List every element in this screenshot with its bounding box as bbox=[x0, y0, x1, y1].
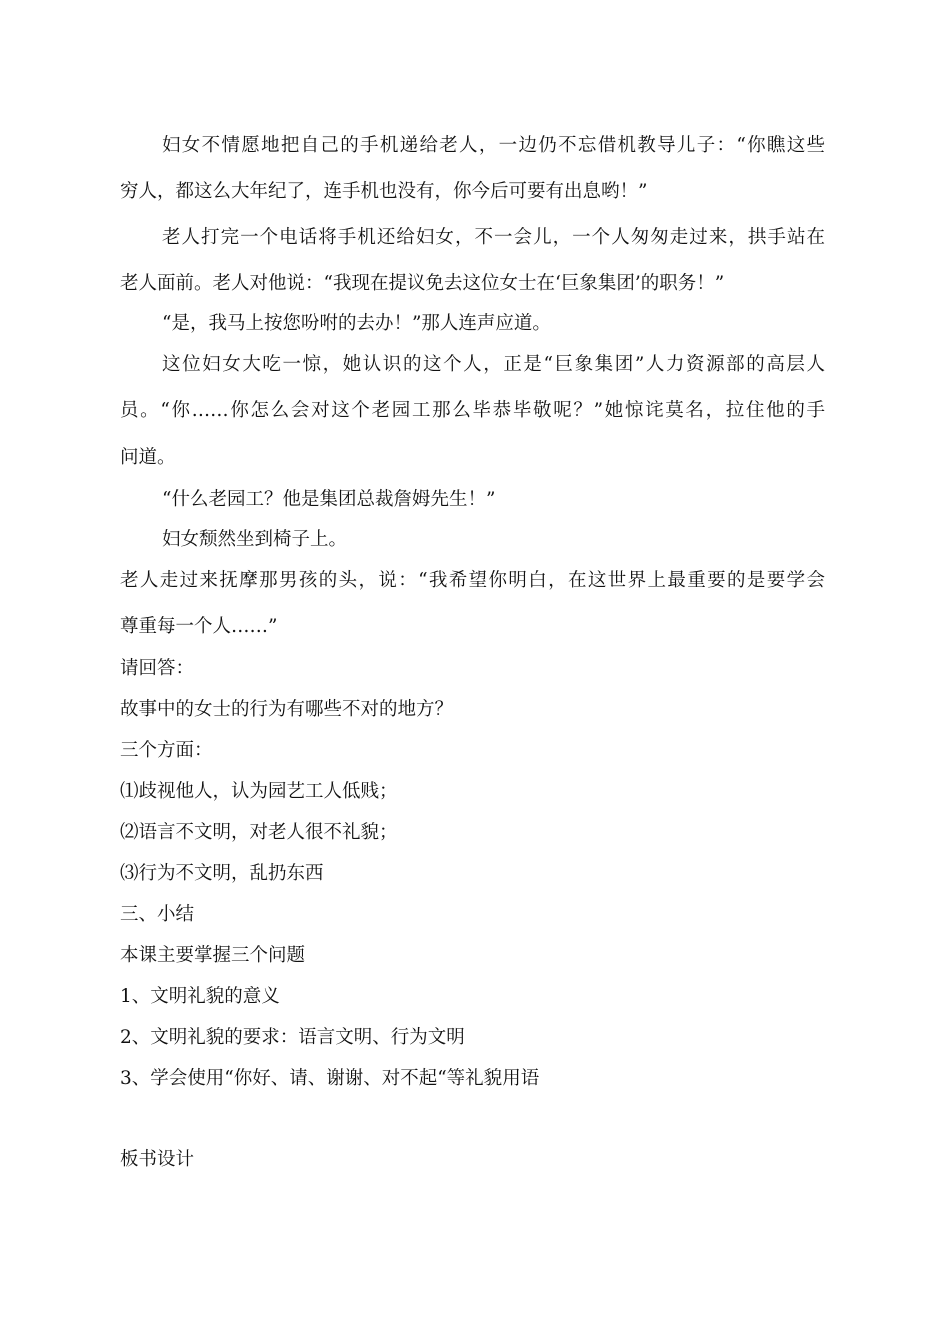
story-paragraph-4-line-1: 这位妇女大吃一惊，她认识的这个人，正是“巨象集团”人力资源部的高层人 bbox=[162, 354, 825, 375]
answer-intro: 三个方面： bbox=[120, 740, 213, 761]
summary-point-3: 3、学会使用“你好、请、谢谢、对不起“等礼貌用语 bbox=[120, 1068, 540, 1089]
answer-item-1: ⑴歧视他人，认为园艺工人低贱； bbox=[120, 781, 398, 802]
answer-item-3: ⑶行为不文明，乱扔东西 bbox=[120, 863, 324, 884]
story-paragraph-2-line-2: 老人面前。老人对他说：“我现在提议免去这位女士在‘巨象集团’的职务！” bbox=[120, 273, 725, 294]
story-paragraph-5: “什么老园工？他是集团总裁詹姆先生！” bbox=[162, 489, 496, 510]
summary-intro: 本课主要掌握三个问题 bbox=[120, 945, 306, 966]
story-paragraph-4-line-2: 员。“你……你怎么会对这个老园工那么毕恭毕敬呢？”她惊诧莫名，拉住他的手 bbox=[120, 400, 825, 421]
story-paragraph-2-line-1: 老人打完一个电话将手机还给妇女，不一会儿，一个人匆匆走过来，拱手站在 bbox=[162, 227, 825, 248]
answer-item-2: ⑵语言不文明，对老人很不礼貌； bbox=[120, 822, 398, 843]
story-paragraph-7-line-2: 尊重每一个人……” bbox=[120, 616, 278, 637]
story-paragraph-7-line-1: 老人走过来抚摩那男孩的头，说：“我希望你明白，在这世界上最重要的是要学会 bbox=[120, 570, 825, 591]
story-paragraph-6: 妇女颓然坐到椅子上。 bbox=[162, 529, 348, 550]
story-paragraph-3: “是，我马上按您吩咐的去办！”那人连声应道。 bbox=[162, 313, 551, 334]
story-paragraph-1-line-1: 妇女不情愿地把自己的手机递给老人，一边仍不忘借机教导儿子：“你瞧这些 bbox=[162, 135, 825, 156]
summary-heading: 三、小结 bbox=[120, 904, 195, 925]
summary-point-1: 1、文明礼貌的意义 bbox=[120, 986, 280, 1007]
story-paragraph-1-line-2: 穷人，都这么大年纪了，连手机也没有，你今后可要有出息哟！” bbox=[120, 181, 648, 202]
summary-point-2: 2、文明礼貌的要求：语言文明、行为文明 bbox=[120, 1027, 465, 1048]
board-design-heading: 板书设计 bbox=[120, 1149, 195, 1170]
question-prompt: 请回答： bbox=[120, 658, 195, 679]
story-paragraph-4-line-3: 问道。 bbox=[120, 447, 176, 468]
question-text: 故事中的女士的行为有哪些不对的地方？ bbox=[120, 699, 454, 720]
